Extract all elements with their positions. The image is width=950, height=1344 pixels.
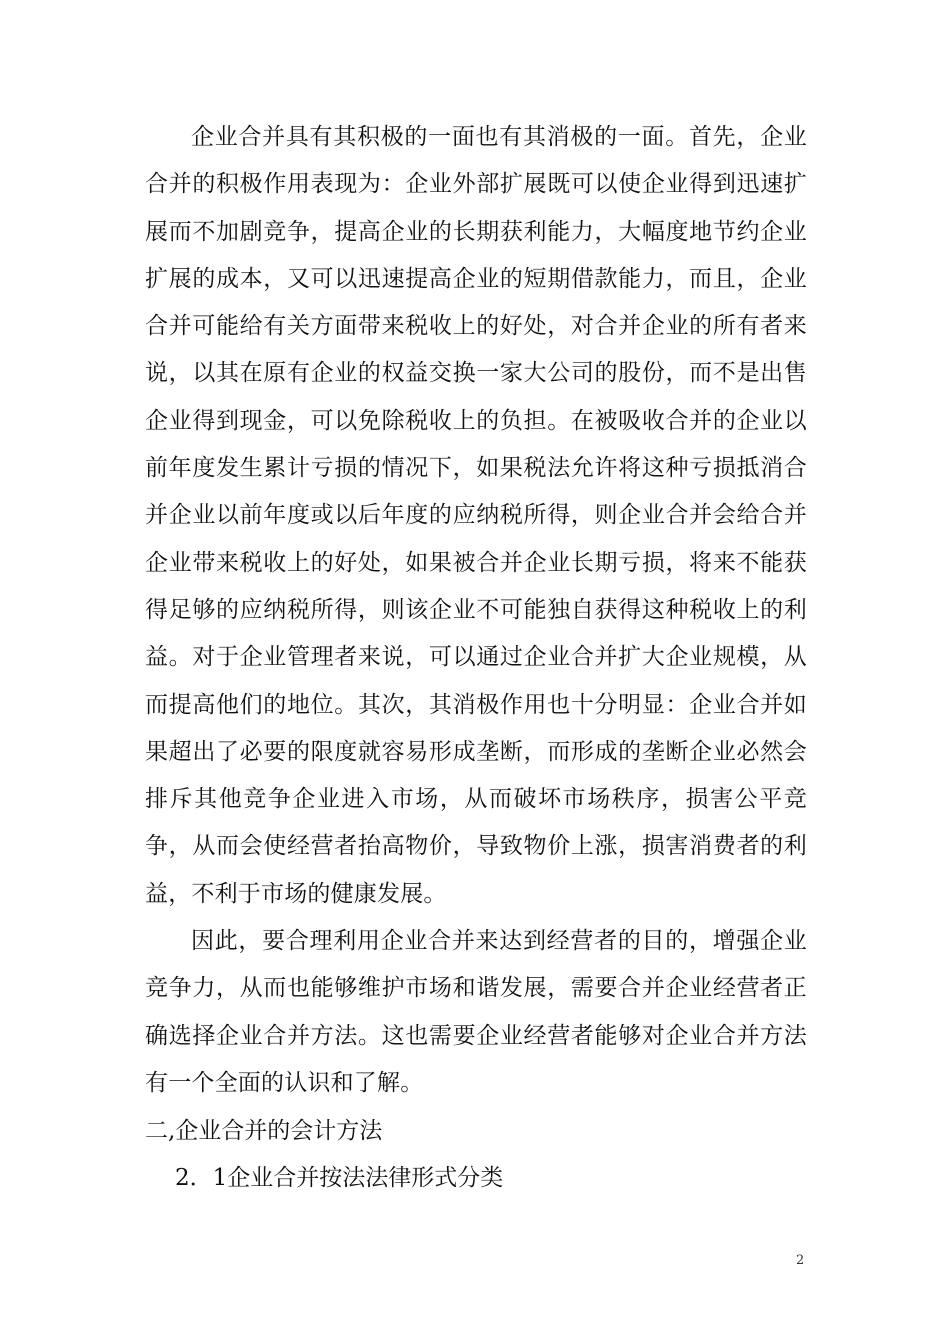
page-number: 2 bbox=[796, 1253, 805, 1268]
section-heading: 二,企业合并的会计方法 bbox=[145, 1118, 383, 1144]
subsection-heading: 2．1企业合并按法法律形式分类 bbox=[175, 1165, 504, 1191]
paragraph-2: 因此，要合理利用企业合并来达到经营者的目的，增强企业竞争力，从而也能够维护市场和谐发展，需要合并企业经营者正确选择企业合并方法。这也需要企业经营者能够对企业合并方法有一个全面的认识和了解。 bbox=[145, 928, 807, 1096]
paragraph-1: 企业合并具有其积极的一面也有其消极的一面。首先，企业合并的积极作用表现为：企业外部扩展既可以使企业得到迅速扩展而不加剧竞争，提高企业的长期获利能力，大幅度地节约企业扩展的成本，又可以迅速提高企业的短期借款能力，而且，企业合并可能给有关方面带来税收上的好处，对合并企业的所有者来说，以其在原有企业的权益交换一家大公司的股份，而不是出售企业得到现金，可以免除税收上的负担。在被吸收合并的企业以前年度发生累计亏损的情况下，如果税法允许将这种亏损抵消合并企业以前年度或以后年度的应纳税所得，则企业合并会给合并企业带来税收上的好处，如果被合并企业长期亏损，将来不能获得足够的应纳税所得，则该企业不可能独自获得这种税收上的利益。对于企业管理者来说，可以通过企业合并扩大企业规模，从而提高他们的地位。其次，其消极作用也十分明显：企业合并如果超出了必要的限度就容易形成垄断，而形成的垄断企业必然会排斥其他竞争企业进入市场，从而破坏市场秩序，损害公平竞争，从而会使经营者抬高物价，导致物价上涨，损害消费者的利益，不利于市场的健康发展。 bbox=[145, 124, 807, 907]
document-body bbox=[145, 114, 807, 1107]
